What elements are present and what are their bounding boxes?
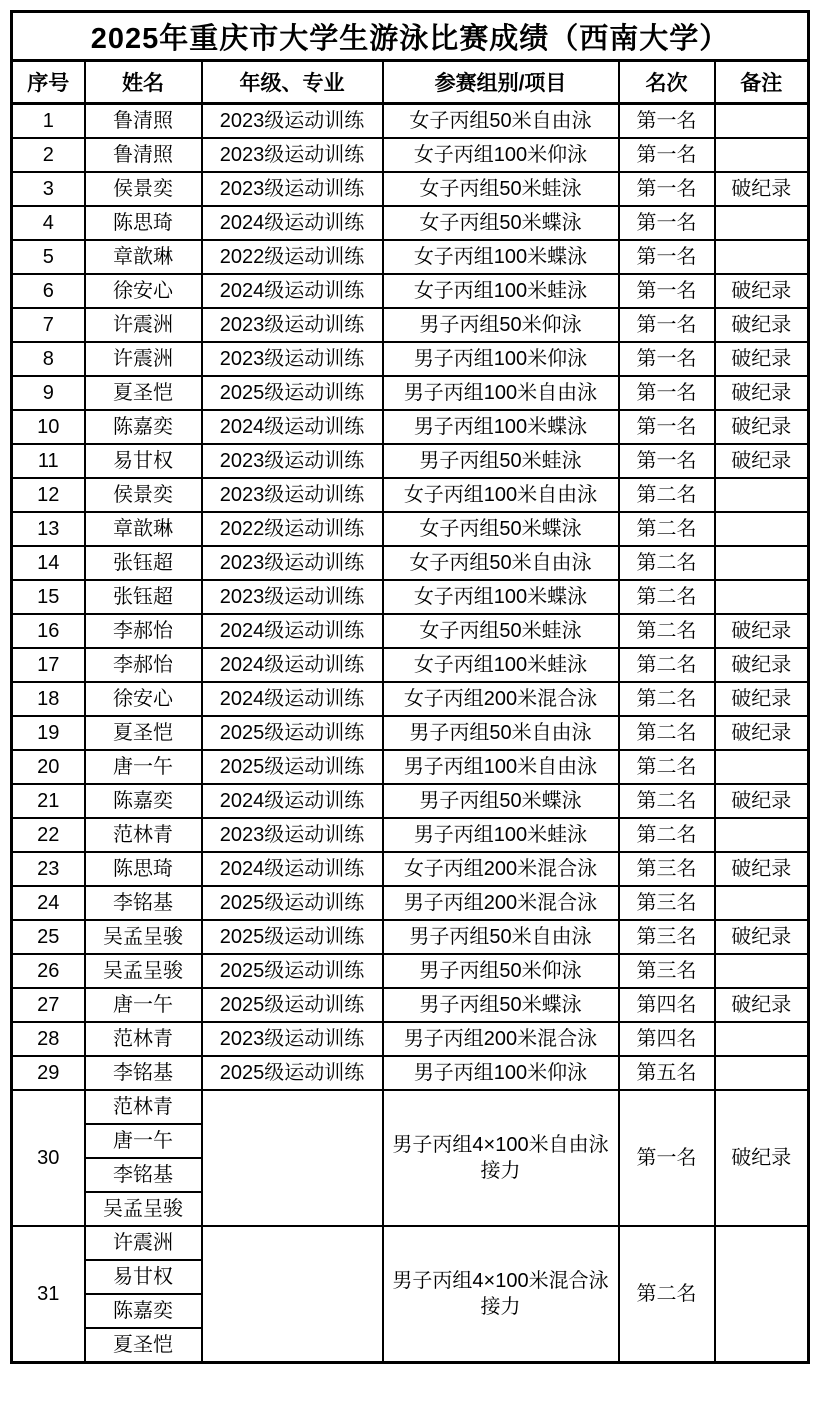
grade-cell: 2022级运动训练 bbox=[202, 240, 383, 274]
event-cell: 女子丙组100米蝶泳 bbox=[383, 580, 619, 614]
table-row bbox=[12, 308, 809, 342]
grade-cell: 2024级运动训练 bbox=[202, 784, 383, 818]
rank-cell: 第一名 bbox=[619, 138, 715, 172]
name-cell: 李铭基 bbox=[85, 886, 202, 920]
event-cell: 男子丙组100米仰泳 bbox=[383, 1056, 619, 1090]
event-cell: 女子丙组50米自由泳 bbox=[383, 104, 619, 139]
table-row bbox=[12, 478, 809, 512]
event-cell: 男子丙组100米蝶泳 bbox=[383, 410, 619, 444]
row-number-cell: 6 bbox=[12, 274, 85, 308]
grade-cell: 2023级运动训练 bbox=[202, 580, 383, 614]
rank-cell: 第四名 bbox=[619, 988, 715, 1022]
row-number-cell: 7 bbox=[12, 308, 85, 342]
remark-cell: 破纪录 bbox=[715, 410, 809, 444]
name-cell: 鲁清照 bbox=[85, 104, 202, 139]
rank-cell: 第一名 bbox=[619, 376, 715, 410]
event-cell: 女子丙组50米自由泳 bbox=[383, 546, 619, 580]
remark-cell: 破纪录 bbox=[715, 920, 809, 954]
row-number-cell: 5 bbox=[12, 240, 85, 274]
row-number-cell: 8 bbox=[12, 342, 85, 376]
row-number-cell: 13 bbox=[12, 512, 85, 546]
grade-cell: 2023级运动训练 bbox=[202, 138, 383, 172]
row-number-cell: 14 bbox=[12, 546, 85, 580]
grade-cell: 2024级运动训练 bbox=[202, 852, 383, 886]
remark-cell bbox=[715, 1226, 809, 1363]
name-cell: 陈嘉奕 bbox=[85, 410, 202, 444]
column-header-event: 参赛组别/项目 bbox=[383, 61, 619, 104]
name-cell: 徐安心 bbox=[85, 682, 202, 716]
rank-cell: 第三名 bbox=[619, 852, 715, 886]
row-number-cell: 11 bbox=[12, 444, 85, 478]
name-cell: 李铭基 bbox=[85, 1158, 202, 1192]
event-cell: 女子丙组50米蛙泳 bbox=[383, 172, 619, 206]
rank-cell: 第三名 bbox=[619, 954, 715, 988]
remark-cell bbox=[715, 478, 809, 512]
remark-cell bbox=[715, 580, 809, 614]
remark-cell: 破纪录 bbox=[715, 784, 809, 818]
remark-cell bbox=[715, 240, 809, 274]
event-cell: 女子丙组100米仰泳 bbox=[383, 138, 619, 172]
rank-cell: 第二名 bbox=[619, 546, 715, 580]
rank-cell: 第二名 bbox=[619, 682, 715, 716]
table-row bbox=[12, 104, 809, 139]
table-title: 2025年重庆市大学生游泳比赛成绩（西南大学） bbox=[12, 12, 809, 61]
remark-cell: 破纪录 bbox=[715, 274, 809, 308]
event-cell: 男子丙组100米自由泳 bbox=[383, 750, 619, 784]
name-cell: 唐一午 bbox=[85, 1124, 202, 1158]
remark-cell: 破纪录 bbox=[715, 342, 809, 376]
grade-cell: 2025级运动训练 bbox=[202, 954, 383, 988]
rank-cell: 第一名 bbox=[619, 444, 715, 478]
event-cell: 男子丙组100米蛙泳 bbox=[383, 818, 619, 852]
rank-cell: 第三名 bbox=[619, 920, 715, 954]
row-number-cell: 29 bbox=[12, 1056, 85, 1090]
rank-cell: 第二名 bbox=[619, 784, 715, 818]
remark-cell bbox=[715, 1022, 809, 1056]
table-row bbox=[12, 580, 809, 614]
rank-cell: 第二名 bbox=[619, 716, 715, 750]
rank-cell: 第一名 bbox=[619, 342, 715, 376]
name-cell: 陈嘉奕 bbox=[85, 1294, 202, 1328]
rank-cell: 第二名 bbox=[619, 580, 715, 614]
row-number-cell: 18 bbox=[12, 682, 85, 716]
remark-cell bbox=[715, 750, 809, 784]
grade-cell: 2024级运动训练 bbox=[202, 648, 383, 682]
remark-cell bbox=[715, 886, 809, 920]
row-number-cell: 10 bbox=[12, 410, 85, 444]
name-cell: 许震洲 bbox=[85, 308, 202, 342]
name-cell: 许震洲 bbox=[85, 342, 202, 376]
name-cell: 鲁清照 bbox=[85, 138, 202, 172]
name-cell: 夏圣恺 bbox=[85, 376, 202, 410]
name-cell: 李铭基 bbox=[85, 1056, 202, 1090]
event-cell: 男子丙组100米自由泳 bbox=[383, 376, 619, 410]
table-row bbox=[12, 682, 809, 716]
rank-cell: 第五名 bbox=[619, 1056, 715, 1090]
table-row bbox=[12, 240, 809, 274]
table-row bbox=[12, 1090, 809, 1124]
name-cell: 吴孟呈骏 bbox=[85, 920, 202, 954]
name-cell: 夏圣恺 bbox=[85, 1328, 202, 1363]
table-row bbox=[12, 818, 809, 852]
row-number-cell: 12 bbox=[12, 478, 85, 512]
grade-cell: 2023级运动训练 bbox=[202, 478, 383, 512]
name-cell: 张钰超 bbox=[85, 580, 202, 614]
grade-cell: 2025级运动训练 bbox=[202, 920, 383, 954]
name-cell: 侯景奕 bbox=[85, 478, 202, 512]
name-cell: 易甘权 bbox=[85, 1260, 202, 1294]
event-cell: 女子丙组200米混合泳 bbox=[383, 682, 619, 716]
remark-cell bbox=[715, 818, 809, 852]
event-cell: 男子丙组50米蛙泳 bbox=[383, 444, 619, 478]
rank-cell: 第二名 bbox=[619, 478, 715, 512]
row-number-cell: 20 bbox=[12, 750, 85, 784]
table-row bbox=[12, 886, 809, 920]
rank-cell: 第一名 bbox=[619, 172, 715, 206]
remark-cell bbox=[715, 546, 809, 580]
name-cell: 许震洲 bbox=[85, 1226, 202, 1260]
row-number-cell: 19 bbox=[12, 716, 85, 750]
row-number-cell: 15 bbox=[12, 580, 85, 614]
name-cell: 范林青 bbox=[85, 1090, 202, 1124]
event-cell: 女子丙组50米蝶泳 bbox=[383, 512, 619, 546]
name-cell: 李郝怡 bbox=[85, 614, 202, 648]
header-row bbox=[12, 61, 809, 104]
event-cell: 男子丙组50米仰泳 bbox=[383, 308, 619, 342]
column-header-remark: 备注 bbox=[715, 61, 809, 104]
column-header-no: 序号 bbox=[12, 61, 85, 104]
remark-cell: 破纪录 bbox=[715, 716, 809, 750]
event-cell: 女子丙组50米蛙泳 bbox=[383, 614, 619, 648]
grade-cell: 2024级运动训练 bbox=[202, 274, 383, 308]
grade-cell: 2024级运动训练 bbox=[202, 682, 383, 716]
table-row bbox=[12, 614, 809, 648]
table-row bbox=[12, 444, 809, 478]
name-cell: 唐一午 bbox=[85, 988, 202, 1022]
table-row bbox=[12, 716, 809, 750]
table-row bbox=[12, 920, 809, 954]
rank-cell: 第一名 bbox=[619, 104, 715, 139]
rank-cell: 第四名 bbox=[619, 1022, 715, 1056]
event-cell: 男子丙组50米自由泳 bbox=[383, 716, 619, 750]
table-row bbox=[12, 954, 809, 988]
rank-cell: 第二名 bbox=[619, 818, 715, 852]
event-cell: 女子丙组100米蝶泳 bbox=[383, 240, 619, 274]
remark-cell bbox=[715, 206, 809, 240]
table-row bbox=[12, 376, 809, 410]
rank-cell: 第二名 bbox=[619, 750, 715, 784]
table-row bbox=[12, 546, 809, 580]
rank-cell: 第二名 bbox=[619, 512, 715, 546]
row-number-cell: 23 bbox=[12, 852, 85, 886]
grade-cell: 2023级运动训练 bbox=[202, 172, 383, 206]
remark-cell bbox=[715, 138, 809, 172]
event-cell: 男子丙组4×100米自由泳接力 bbox=[383, 1090, 619, 1226]
event-cell: 男子丙组50米蝶泳 bbox=[383, 988, 619, 1022]
grade-cell: 2024级运动训练 bbox=[202, 410, 383, 444]
grade-cell: 2024级运动训练 bbox=[202, 614, 383, 648]
remark-cell: 破纪录 bbox=[715, 682, 809, 716]
event-cell: 女子丙组200米混合泳 bbox=[383, 852, 619, 886]
event-cell: 女子丙组100米自由泳 bbox=[383, 478, 619, 512]
remark-cell: 破纪录 bbox=[715, 172, 809, 206]
table-row bbox=[12, 852, 809, 886]
rank-cell: 第一名 bbox=[619, 410, 715, 444]
name-cell: 陈思琦 bbox=[85, 206, 202, 240]
remark-cell: 破纪录 bbox=[715, 444, 809, 478]
name-cell: 徐安心 bbox=[85, 274, 202, 308]
row-number-cell: 25 bbox=[12, 920, 85, 954]
table-row bbox=[12, 138, 809, 172]
name-cell: 范林青 bbox=[85, 818, 202, 852]
table-row bbox=[12, 750, 809, 784]
remark-cell bbox=[715, 104, 809, 139]
table-row bbox=[12, 172, 809, 206]
row-number-cell: 30 bbox=[12, 1090, 85, 1226]
grade-cell: 2022级运动训练 bbox=[202, 512, 383, 546]
grade-cell: 2024级运动训练 bbox=[202, 206, 383, 240]
column-header-name: 姓名 bbox=[85, 61, 202, 104]
name-cell: 易甘权 bbox=[85, 444, 202, 478]
remark-cell: 破纪录 bbox=[715, 376, 809, 410]
event-cell: 男子丙组50米自由泳 bbox=[383, 920, 619, 954]
name-cell: 唐一午 bbox=[85, 750, 202, 784]
rank-cell: 第二名 bbox=[619, 1226, 715, 1363]
row-number-cell: 27 bbox=[12, 988, 85, 1022]
row-number-cell: 4 bbox=[12, 206, 85, 240]
table-row bbox=[12, 512, 809, 546]
event-cell: 男子丙组200米混合泳 bbox=[383, 1022, 619, 1056]
name-cell: 范林青 bbox=[85, 1022, 202, 1056]
grade-cell: 2025级运动训练 bbox=[202, 376, 383, 410]
name-cell: 吴孟呈骏 bbox=[85, 1192, 202, 1226]
grade-cell: 2023级运动训练 bbox=[202, 818, 383, 852]
grade-cell: 2023级运动训练 bbox=[202, 1022, 383, 1056]
grade-cell: 2025级运动训练 bbox=[202, 716, 383, 750]
event-cell: 男子丙组50米蝶泳 bbox=[383, 784, 619, 818]
name-cell: 章歆琳 bbox=[85, 240, 202, 274]
row-number-cell: 24 bbox=[12, 886, 85, 920]
rank-cell: 第一名 bbox=[619, 1090, 715, 1226]
row-number-cell: 2 bbox=[12, 138, 85, 172]
grade-cell: 2023级运动训练 bbox=[202, 546, 383, 580]
rank-cell: 第一名 bbox=[619, 240, 715, 274]
grade-cell: 2023级运动训练 bbox=[202, 444, 383, 478]
grade-cell bbox=[202, 1090, 383, 1226]
name-cell: 李郝怡 bbox=[85, 648, 202, 682]
remark-cell: 破纪录 bbox=[715, 614, 809, 648]
event-cell: 男子丙组50米仰泳 bbox=[383, 954, 619, 988]
table-row bbox=[12, 784, 809, 818]
event-cell: 男子丙组100米仰泳 bbox=[383, 342, 619, 376]
table-row bbox=[12, 274, 809, 308]
name-cell: 陈思琦 bbox=[85, 852, 202, 886]
table-row bbox=[12, 1056, 809, 1090]
event-cell: 女子丙组100米蛙泳 bbox=[383, 274, 619, 308]
table-row bbox=[12, 648, 809, 682]
rank-cell: 第一名 bbox=[619, 206, 715, 240]
remark-cell bbox=[715, 1056, 809, 1090]
grade-cell: 2025级运动训练 bbox=[202, 750, 383, 784]
rank-cell: 第一名 bbox=[619, 274, 715, 308]
name-cell: 章歆琳 bbox=[85, 512, 202, 546]
row-number-cell: 26 bbox=[12, 954, 85, 988]
row-number-cell: 22 bbox=[12, 818, 85, 852]
name-cell: 侯景奕 bbox=[85, 172, 202, 206]
remark-cell: 破纪录 bbox=[715, 1090, 809, 1226]
rank-cell: 第三名 bbox=[619, 886, 715, 920]
rank-cell: 第一名 bbox=[619, 308, 715, 342]
name-cell: 夏圣恺 bbox=[85, 716, 202, 750]
table-row bbox=[12, 1226, 809, 1260]
table-row bbox=[12, 410, 809, 444]
results-table-body bbox=[12, 104, 809, 1363]
event-cell: 男子丙组4×100米混合泳接力 bbox=[383, 1226, 619, 1363]
remark-cell bbox=[715, 954, 809, 988]
name-cell: 陈嘉奕 bbox=[85, 784, 202, 818]
event-cell: 男子丙组200米混合泳 bbox=[383, 886, 619, 920]
row-number-cell: 17 bbox=[12, 648, 85, 682]
row-number-cell: 21 bbox=[12, 784, 85, 818]
event-cell: 女子丙组50米蝶泳 bbox=[383, 206, 619, 240]
table-row bbox=[12, 988, 809, 1022]
remark-cell bbox=[715, 512, 809, 546]
row-number-cell: 28 bbox=[12, 1022, 85, 1056]
grade-cell: 2023级运动训练 bbox=[202, 342, 383, 376]
column-header-grade: 年级、专业 bbox=[202, 61, 383, 104]
row-number-cell: 31 bbox=[12, 1226, 85, 1363]
rank-cell: 第二名 bbox=[619, 648, 715, 682]
grade-cell: 2025级运动训练 bbox=[202, 988, 383, 1022]
remark-cell: 破纪录 bbox=[715, 648, 809, 682]
row-number-cell: 16 bbox=[12, 614, 85, 648]
table-row bbox=[12, 1022, 809, 1056]
grade-cell: 2025级运动训练 bbox=[202, 1056, 383, 1090]
name-cell: 张钰超 bbox=[85, 546, 202, 580]
rank-cell: 第二名 bbox=[619, 614, 715, 648]
grade-cell bbox=[202, 1226, 383, 1363]
row-number-cell: 9 bbox=[12, 376, 85, 410]
remark-cell: 破纪录 bbox=[715, 308, 809, 342]
name-cell: 吴孟呈骏 bbox=[85, 954, 202, 988]
grade-cell: 2025级运动训练 bbox=[202, 886, 383, 920]
row-number-cell: 3 bbox=[12, 172, 85, 206]
grade-cell: 2023级运动训练 bbox=[202, 308, 383, 342]
title-row bbox=[12, 12, 809, 61]
event-cell: 女子丙组100米蛙泳 bbox=[383, 648, 619, 682]
remark-cell: 破纪录 bbox=[715, 988, 809, 1022]
column-header-rank: 名次 bbox=[619, 61, 715, 104]
remark-cell: 破纪录 bbox=[715, 852, 809, 886]
row-number-cell: 1 bbox=[12, 104, 85, 139]
table-row bbox=[12, 206, 809, 240]
table-row bbox=[12, 342, 809, 376]
grade-cell: 2023级运动训练 bbox=[202, 104, 383, 139]
results-table bbox=[10, 10, 810, 1364]
